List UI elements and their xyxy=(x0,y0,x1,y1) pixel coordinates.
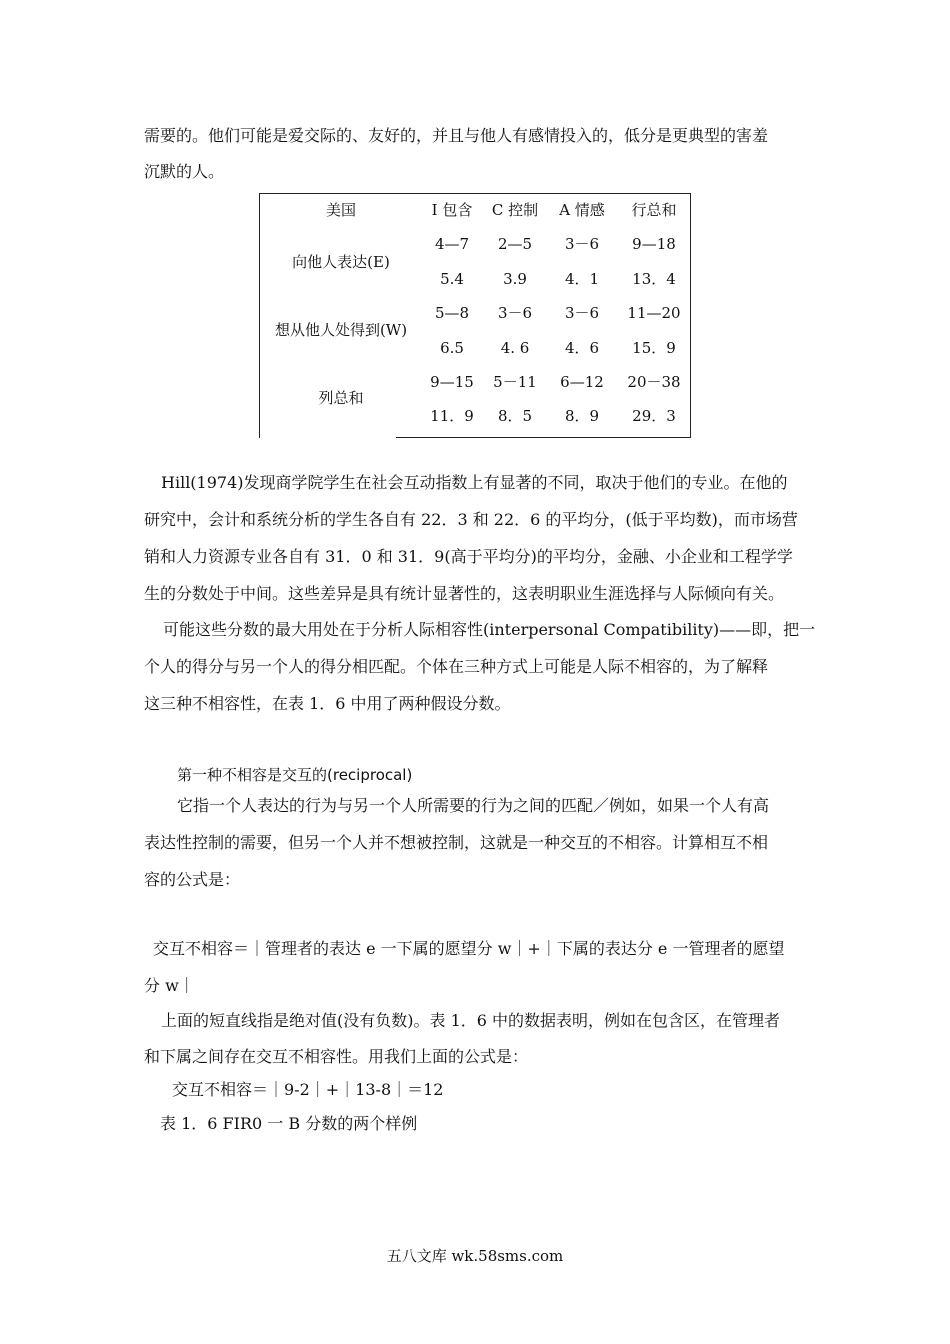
paragraph-line: 表达性控制的需要，但另一个人并不想被控制，这就是一种交互的不相容。计算相互不相 xyxy=(144,833,769,852)
table-cell: 2—5 xyxy=(497,235,533,253)
paragraph-line: 销和人力资源专业各自有 31．0 和 31．9(高于平均分)的平均分，金融、小企业和工程学学 xyxy=(144,547,793,566)
score-table xyxy=(259,193,691,438)
paragraph-line: 生的分数处于中间。这些差异是具有统计显著性的，这表明职业生涯选择与人际倾向有关。 xyxy=(144,584,785,603)
table-cell: 29．3 xyxy=(632,407,676,425)
table-cell: 3－6 xyxy=(564,304,600,322)
table-cell: 9—18 xyxy=(632,235,676,253)
table-cell: 11．9 xyxy=(430,407,474,425)
paragraph-line: Hill(1974)发现商学院学生在社会互动指数上有显著的不同，取决于他们的专业。在他的 xyxy=(161,473,788,492)
table-cell: 3－6 xyxy=(497,304,533,322)
table-header-affection: A 情感 xyxy=(559,201,605,219)
table-cell: 4. 6 xyxy=(500,339,530,357)
paragraph-line: 这三种不相容性，在表 1．6 中用了两种假设分数。 xyxy=(144,694,511,713)
table-header-row-total: 行总和 xyxy=(631,201,677,219)
table-header-control: C 控制 xyxy=(491,201,539,219)
section-heading: 第一种不相容是交互的(reciprocal) xyxy=(177,766,413,784)
table-cell: 5－11 xyxy=(493,373,537,391)
table-bottom-rule xyxy=(396,437,691,438)
table-cell: 6.5 xyxy=(440,339,464,357)
table-cell: 6—12 xyxy=(560,373,604,391)
table-cell: 4—7 xyxy=(434,235,470,253)
table-cell: 4．6 xyxy=(564,339,600,357)
table-cell: 11—20 xyxy=(627,304,681,322)
table-cell: 9—15 xyxy=(430,373,474,391)
table-cell: 20－38 xyxy=(627,373,681,391)
formula-line: 分 w｜ xyxy=(144,976,195,995)
table-row-label: 向他人表达(E) xyxy=(292,253,390,271)
paragraph-line: 和下属之间存在交互不相容性。用我们上面的公式是： xyxy=(144,1047,529,1066)
table-cell: 8．5 xyxy=(497,407,533,425)
formula-line: 交互不相容＝｜管理者的表达 e 一下属的愿望分 w｜+｜下属的表达分 e 一管理者的愿望 xyxy=(153,939,785,958)
table-cell: 4．1 xyxy=(564,270,600,288)
table-row-label: 列总和 xyxy=(318,389,364,407)
table-cell: 5—8 xyxy=(434,304,470,322)
table-header-inclusion: I 包含 xyxy=(431,201,473,219)
page-footer: 五八文库 wk.58sms.com xyxy=(386,1247,564,1265)
table-cell: 8．9 xyxy=(564,407,600,425)
paragraph-line: 需要的。他们可能是爱交际的、友好的，并且与他人有感情投入的，低分是更典型的害羞 xyxy=(144,126,769,145)
table-cell: 15．9 xyxy=(632,339,676,357)
paragraph-line: 容的公式是： xyxy=(144,870,241,889)
paragraph-line: 上面的短直线指是绝对值(没有负数)。表 1．6 中的数据表明，例如在包含区，在管理者 xyxy=(161,1011,781,1030)
paragraph-line: 研究中，会计和系统分析的学生各自有 22．3 和 22．6 的平均分，(低于平均数)，而市场营 xyxy=(144,510,798,529)
paragraph-line: 它指一个人表达的行为与另一个人所需要的行为之间的匹配／例如，如果一个人有高 xyxy=(177,796,770,815)
example-formula: 交互不相容＝｜9-2｜+｜13-8｜＝12 xyxy=(172,1080,444,1099)
table-header-country: 美国 xyxy=(325,201,357,219)
table-cell: 3.9 xyxy=(503,270,527,288)
paragraph-line: 沉默的人。 xyxy=(144,162,225,181)
table-cell: 13．4 xyxy=(632,270,676,288)
paragraph-line: 个人的得分与另一个人的得分相匹配。个体在三种方式上可能是人际不相容的，为了解释 xyxy=(144,657,769,676)
table-row-label: 想从他人处得到(W) xyxy=(274,321,408,339)
table-cell: 5.4 xyxy=(440,270,464,288)
table-caption: 表 1．6 FIR0 一 B 分数的两个样例 xyxy=(160,1114,418,1133)
paragraph-line: 可能这些分数的最大用处在于分析人际相容性(interpersonal Compatibility)——即，把一 xyxy=(163,620,816,639)
table-cell: 3－6 xyxy=(564,235,600,253)
